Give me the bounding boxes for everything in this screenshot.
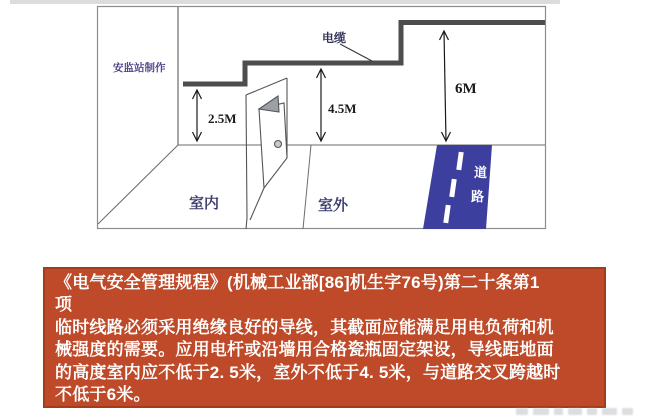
notice-line: 《电气安全管理规程》(机械工业部[86]机生字76号)第二十条第1: [55, 273, 540, 292]
outdoor-label: 室外: [318, 197, 349, 214]
road-height-label: 6M: [455, 81, 477, 97]
notice-line: 不低于6米。: [55, 385, 151, 405]
notice-line: 械强度的需要。应用电杆或沿墙用合格瓷瓶固定架设，导线距地面: [55, 340, 554, 360]
notice-line: 项: [55, 295, 73, 315]
indoor-height-label: 2.5M: [208, 111, 237, 126]
indoor-label: 室内: [189, 195, 220, 212]
door-knob: [275, 141, 282, 148]
road-label-char-1: 道: [474, 165, 488, 180]
credit-label: 安监站制作: [113, 62, 166, 74]
watermark: [516, 405, 650, 417]
outdoor-height-label: 4.5M: [328, 101, 357, 116]
notice-line: 的高度室内应不低于2. 5米，室外不低于4. 5米，与道路交叉跨越时: [55, 362, 561, 382]
cable-label: 电缆: [322, 31, 347, 45]
regulation-notice-box: [43, 267, 606, 408]
road-label-char-2: 路: [471, 189, 485, 204]
notice-line: 临时线路必须采用绝缘良好的导线，其截面应能满足用电负荷和机: [55, 317, 554, 337]
